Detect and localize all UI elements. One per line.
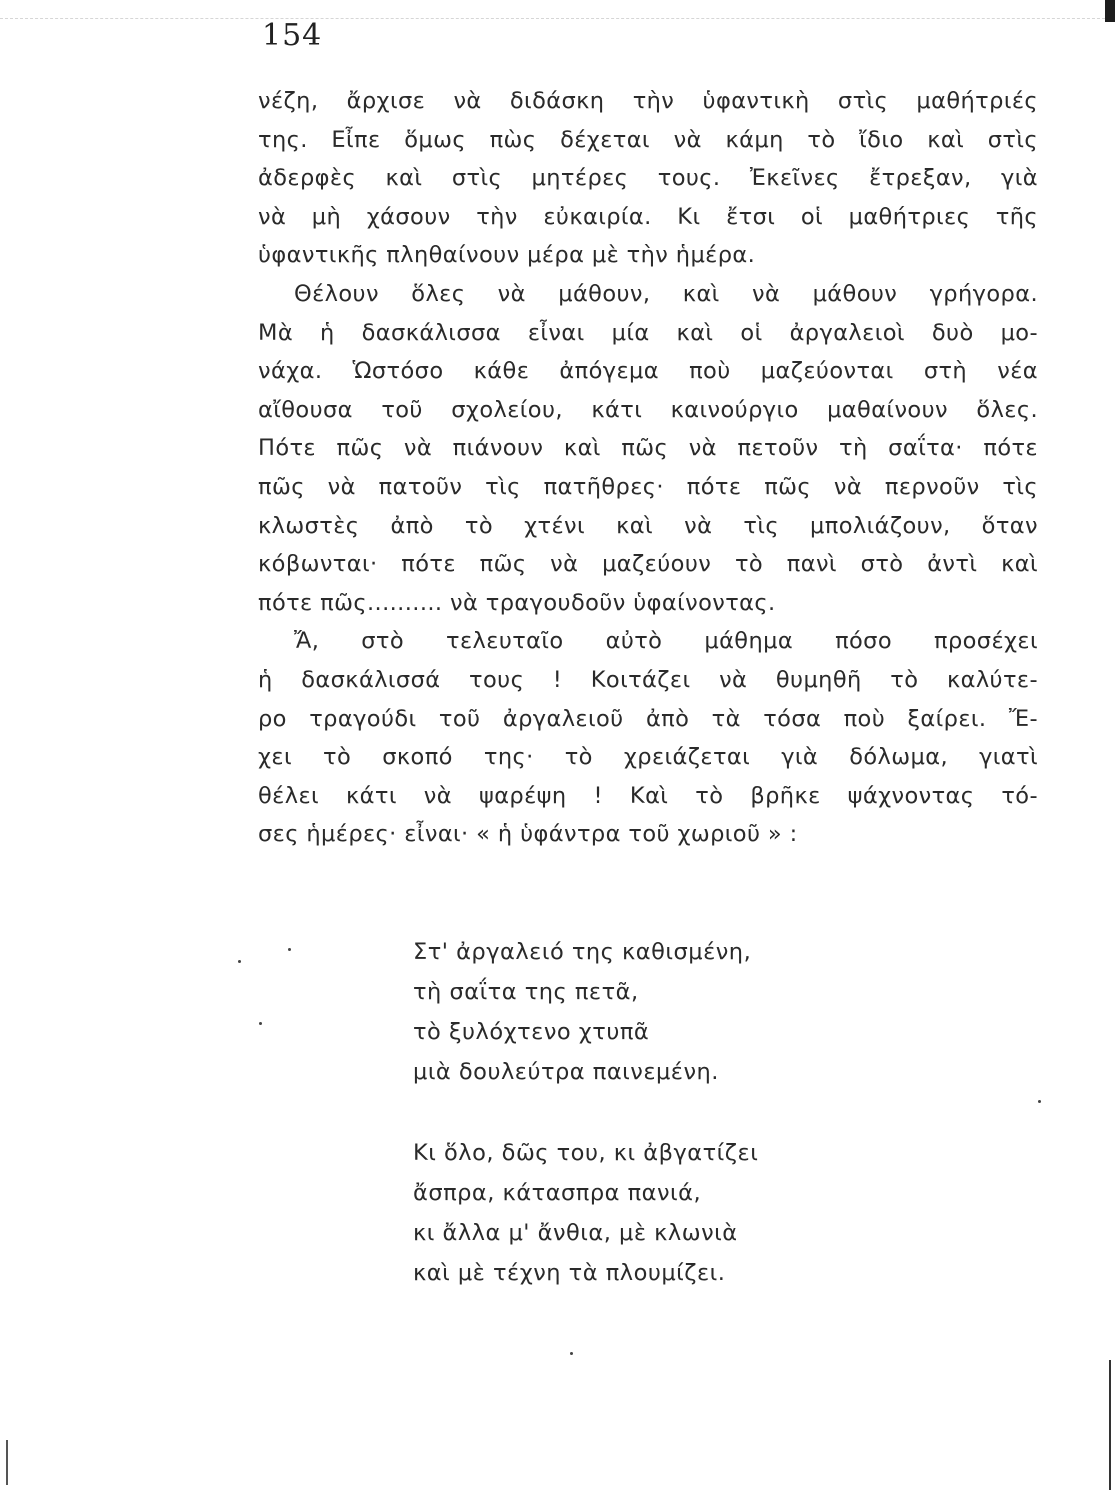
scan-top-edge [0, 18, 1115, 19]
prose-line: νὰ μὴ χάσουν τὴν εὐκαιρία. Κι ἔτσι οἱ μαθήτριες τῆς [258, 203, 1038, 230]
prose-line: Πότε πῶς νὰ πιάνουν καὶ πῶς νὰ πετοῦν τὴ σαΐτα· πότε [258, 435, 1038, 462]
prose-line: αἴθουσα τοῦ σχολείου, κάτι καινούργιο μαθαίνουν ὅλες. [258, 396, 1038, 423]
scan-right-edge [1109, 1360, 1111, 1490]
prose-line: της. Εἶπε ὅμως πὼς δέχεται νὰ κάμη τὸ ἴδιο καὶ στὶς [258, 126, 1038, 153]
poem-line: τὸ ξυλόχτενο χτυπᾶ [413, 1019, 650, 1045]
scan-speck [288, 948, 291, 951]
scan-speck [570, 1352, 573, 1355]
prose-line: κλωστὲς ἀπὸ τὸ χτένι καὶ νὰ τὶς μπολιάζουν, ὅταν [258, 512, 1038, 539]
prose-line: πῶς νὰ πατοῦν τὶς πατῆθρες· πότε πῶς νὰ περνοῦν τὶς [258, 473, 1038, 500]
page-number: 154 [262, 18, 323, 53]
prose-line: νέζη, ἄρχισε νὰ διδάσκη τὴν ὑφαντικὴ στὶς μαθήτριές [258, 88, 1038, 114]
prose-line: ἀδερφὲς καὶ στὶς μητέρες τους. Ἐκεῖνες ἔτρεξαν, γιὰ [258, 165, 1038, 192]
scan-speck [238, 960, 241, 963]
poem-line: ἄσπρα, κάτασπρα πανιά, [413, 1180, 702, 1206]
poem-line: τὴ σαΐτα της πετᾶ, [413, 979, 639, 1005]
scan-left-edge [6, 1440, 8, 1485]
prose-line: ρο τραγούδι τοῦ ἀργαλειοῦ ἀπὸ τὰ τόσα ποὺ ξαίρει. Ἔ- [258, 705, 1038, 732]
poem-stanza-2 [413, 1133, 1013, 1293]
poem-line: Κι ὅλο, δῶς του, κι ἀβγατίζει [413, 1140, 759, 1166]
prose-line: σες ἡμέρες· εἶναι· « ἡ ὑφάντρα τοῦ χωριοῦ » : [258, 821, 798, 848]
prose-line: Θέλουν ὅλες νὰ μάθουν, καὶ νὰ μάθουν γρήγορα. [294, 280, 1038, 307]
scan-corner-mark [1105, 0, 1115, 22]
prose-line: Μὰ ἡ δασκάλισσα εἶναι μία καὶ οἱ ἀργαλειοὶ δυὸ μο- [258, 319, 1038, 346]
prose-line: πότε πῶς.......... νὰ τραγουδοῦν ὑφαίνοντας. [258, 589, 776, 616]
prose-line: χει τὸ σκοπό της· τὸ χρειάζεται γιὰ δόλωμα, γιατὶ [258, 744, 1038, 771]
prose-line: θέλει κάτι νὰ ψαρέψη ! Καὶ τὸ βρῆκε ψάχνοντας τό- [258, 782, 1038, 809]
poem-line: μιὰ δουλεύτρα παινεμένη. [413, 1059, 719, 1085]
prose-line: ἡ δασκάλισσά τους ! Κοιτάζει νὰ θυμηθῆ τὸ καλύτε- [258, 666, 1038, 693]
scan-speck [1038, 1100, 1041, 1103]
prose-body [258, 82, 1038, 854]
poem-line: κι ἄλλα μ' ἄνθια, μὲ κλωνιὰ [413, 1220, 738, 1246]
poem-line: καὶ μὲ τέχνη τὰ πλουμίζει. [413, 1260, 726, 1286]
prose-line: κόβωνται· πότε πῶς νὰ μαζεύουν τὸ πανὶ στὸ ἀντὶ καὶ [258, 551, 1038, 578]
poem-stanza-1 [413, 932, 1013, 1092]
prose-line: Ἄ, στὸ τελευταῖο αὐτὸ μάθημα πόσο προσέχει [294, 628, 1038, 655]
scan-speck [259, 1022, 262, 1025]
prose-line: ὑφαντικῆς πληθαίνουν μέρα μὲ τὴν ἡμέρα. [258, 242, 756, 269]
prose-line: νάχα. Ὡστόσο κάθε ἀπόγεμα ποὺ μαζεύονται στὴ νέα [258, 358, 1038, 385]
poem-line: Στ' ἀργαλειό της καθισμένη, [413, 939, 752, 965]
